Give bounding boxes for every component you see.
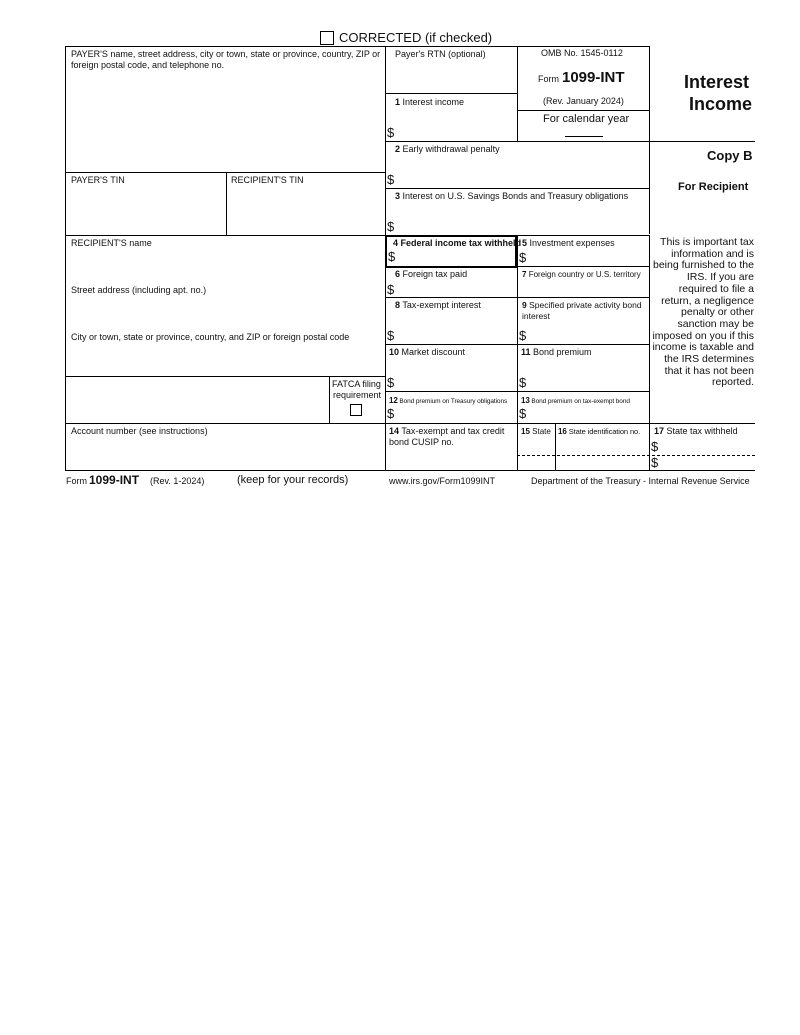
box12-num: 12 <box>389 396 398 405</box>
box16-label <box>558 426 640 437</box>
box12-text: Bond premium on Treasury obligations <box>399 398 508 405</box>
box14-label <box>389 426 515 448</box>
box11-text: Bond premium <box>533 347 592 357</box>
title-line1: Interest <box>684 72 750 92</box>
recipient-city-field[interactable] <box>66 344 384 375</box>
omb-number: OMB No. 1545-0112 <box>541 48 623 58</box>
footer-department: Department of the Treasury - Internal Revenue Service <box>531 476 750 486</box>
copy-for: For Recipient <box>678 181 749 193</box>
calendar-year-label: For calendar year <box>543 113 630 125</box>
payer-tin-field[interactable] <box>66 187 225 234</box>
box4-text: Federal income tax withheld <box>400 238 522 248</box>
box17-field-2[interactable] <box>661 456 754 469</box>
fatca-label-line1: FATCA filing <box>332 379 381 389</box>
fatca-checkbox[interactable] <box>350 404 362 416</box>
box14-text: Tax-exempt and tax credit bond CUSIP no. <box>389 426 505 447</box>
box8-label <box>395 300 481 311</box>
payer-rtn-field[interactable] <box>386 61 516 92</box>
box4-dollar: $ <box>388 249 396 264</box>
box3-dollar: $ <box>387 219 395 234</box>
calendar-year-field[interactable] <box>565 136 603 137</box>
form-revision: (Rev. January 2024) <box>543 96 624 106</box>
box8-num: 8 <box>395 300 401 310</box>
box3-num: 3 <box>395 191 401 201</box>
box16-num: 16 <box>558 427 567 436</box>
box1-text: Interest income <box>402 97 465 107</box>
recipient-street-label: Street address (including apt. no.) <box>71 285 207 295</box>
box11-num: 11 <box>521 347 531 357</box>
box13-num: 13 <box>521 396 530 405</box>
box1-label <box>395 97 464 108</box>
box3-field[interactable] <box>397 204 647 234</box>
box9-field[interactable] <box>529 323 647 343</box>
title-line2: Income <box>689 94 753 114</box>
box17-field-1[interactable] <box>661 439 754 454</box>
box13-dollar: $ <box>519 406 527 421</box>
box13-field[interactable] <box>529 406 647 422</box>
corrected-label: CORRECTED (if checked) <box>339 30 493 45</box>
box4-num: 4 <box>393 238 399 248</box>
box17-text: State tax withheld <box>666 426 738 436</box>
footer-revision: (Rev. 1-2024) <box>150 476 205 486</box>
box17-dollar-1: $ <box>651 439 659 454</box>
box5-dollar: $ <box>519 250 527 265</box>
box6-text: Foreign tax paid <box>402 269 468 279</box>
box1-num: 1 <box>395 97 401 107</box>
box13-text: Bond premium on tax-exempt bond <box>531 398 630 405</box>
recipient-city-label: City or town, state or province, country, and ZIP or foreign postal code <box>71 332 350 342</box>
box7-field[interactable] <box>519 281 648 296</box>
box11-dollar: $ <box>519 375 527 390</box>
box7-label <box>522 269 641 280</box>
fatca-label-line2: requirement <box>333 390 382 400</box>
box9-text: Specified private activity bond interest <box>522 300 642 321</box>
box16-text: State identification no. <box>568 427 641 436</box>
important-notice: This is important tax information and is being furnished to the IRS. If you are required to file a return, a negligence penalty or other sanction may be imposed on you if this income is taxable and the IRS determines that it has not been reported. <box>652 236 754 389</box>
payer-name-field[interactable] <box>66 72 384 171</box>
recipient-street-field[interactable] <box>66 297 384 327</box>
box15-text: State <box>532 427 551 436</box>
box17-dollar-2: $ <box>651 455 659 470</box>
box4-label <box>393 238 521 249</box>
footer-url: www.irs.gov/Form1099INT <box>389 476 496 486</box>
box9-num: 9 <box>522 300 527 310</box>
box5-label <box>522 238 615 249</box>
box6-dollar: $ <box>387 282 395 297</box>
box10-field[interactable] <box>397 360 515 390</box>
box5-text: Investment expenses <box>529 238 615 248</box>
box8-text: Tax-exempt interest <box>402 300 481 310</box>
box10-text: Market discount <box>401 347 466 357</box>
box12-dollar: $ <box>387 406 395 421</box>
box8-dollar: $ <box>387 328 395 343</box>
box15-field[interactable] <box>518 438 554 469</box>
form-prefix: Form <box>538 74 559 84</box>
corrected-checkbox[interactable] <box>320 31 334 45</box>
copy-name: Copy B <box>707 148 753 163</box>
box6-label <box>395 269 467 280</box>
box3-text: Interest on U.S. Savings Bonds and Treasury obligations <box>402 191 629 201</box>
box7-num: 7 <box>522 270 527 279</box>
recipient-name-field[interactable] <box>66 250 384 280</box>
box9-label <box>522 300 648 321</box>
form-name: 1099-INT <box>562 69 625 86</box>
box2-text: Early withdrawal penalty <box>402 144 500 154</box>
box15-label <box>521 426 551 437</box>
payer-tin-label: PAYER'S TIN <box>71 175 125 185</box>
box12-field[interactable] <box>397 406 515 422</box>
box11-label <box>521 347 592 358</box>
box4-field[interactable] <box>398 250 511 263</box>
box1-dollar: $ <box>387 125 395 140</box>
box2-num: 2 <box>395 144 401 154</box>
box9-dollar: $ <box>519 328 527 343</box>
footer-keep: (keep for your records) <box>237 474 349 486</box>
box11-field[interactable] <box>529 360 647 390</box>
box1-field[interactable] <box>397 110 515 140</box>
payer-name-label: PAYER'S name, street address, city or town, state or province, country, ZIP or foreign postal code, and telephone no. <box>71 49 381 70</box>
box10-label <box>389 347 465 358</box>
box8-field[interactable] <box>397 313 515 343</box>
box16-field[interactable] <box>556 438 648 469</box>
box6-field[interactable] <box>397 281 515 296</box>
box14-num: 14 <box>389 426 400 436</box>
box3-label <box>395 191 628 202</box>
box5-num: 5 <box>522 238 528 248</box>
footer-form-name: 1099-INT <box>89 473 140 487</box>
box6-num: 6 <box>395 269 401 279</box>
payer-rtn-label: Payer's RTN (optional) <box>395 49 486 59</box>
box14-field[interactable] <box>386 449 516 469</box>
footer-form-prefix: Form <box>66 476 87 486</box>
box7-text: Foreign country or U.S. territory <box>528 270 641 279</box>
recipient-name-label: RECIPIENT'S name <box>71 238 152 248</box>
account-number-label: Account number (see instructions) <box>71 426 208 436</box>
box10-dollar: $ <box>387 375 395 390</box>
account-number-field[interactable] <box>66 438 384 469</box>
box5-field[interactable] <box>529 250 647 265</box>
box2-field[interactable] <box>397 156 647 187</box>
box10-num: 10 <box>389 347 400 357</box>
box15-num: 15 <box>521 427 530 436</box>
recipient-tin-field[interactable] <box>227 187 384 234</box>
box2-label <box>395 144 500 155</box>
box17-label <box>654 426 738 437</box>
recipient-tin-label: RECIPIENT'S TIN <box>231 175 304 185</box>
box2-dollar: $ <box>387 172 395 187</box>
box17-num: 17 <box>654 426 665 436</box>
